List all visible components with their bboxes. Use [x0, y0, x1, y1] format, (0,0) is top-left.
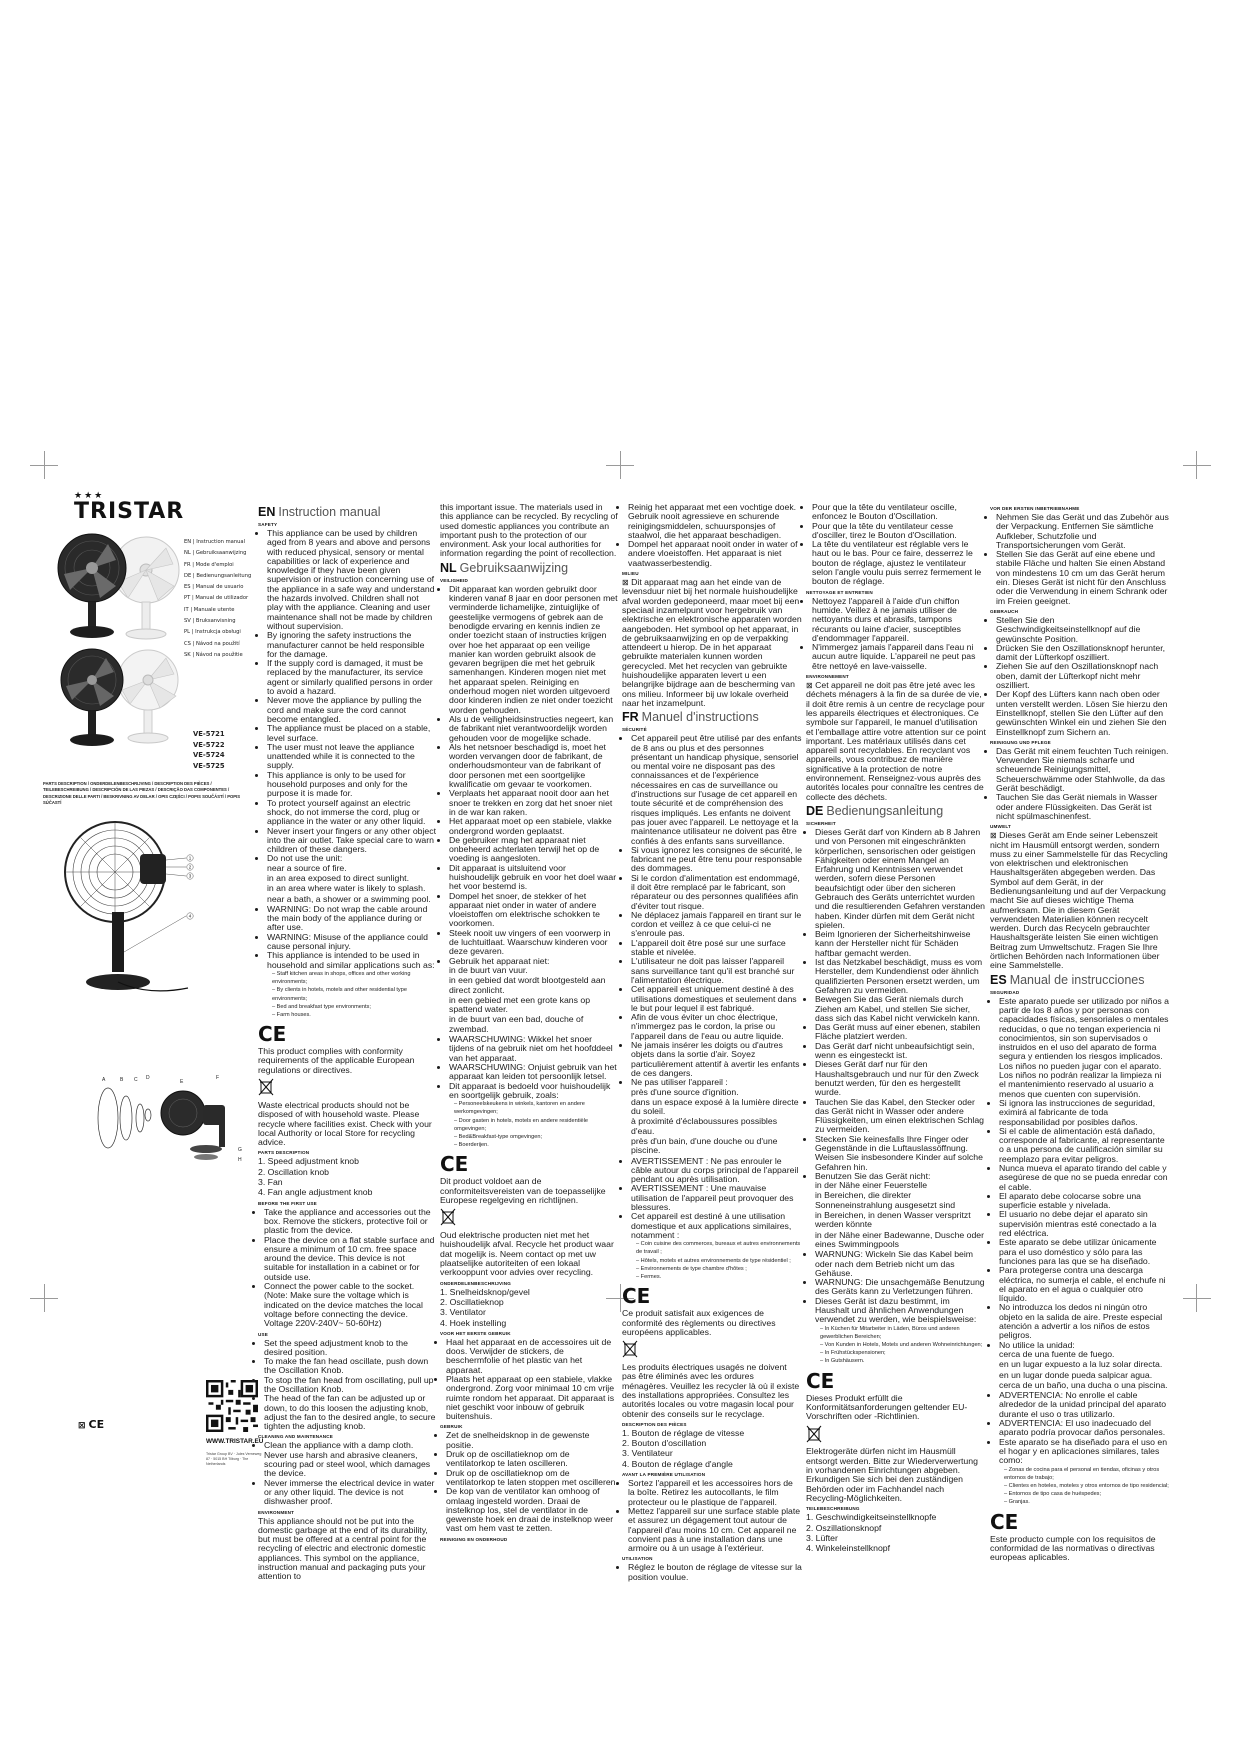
- list-item: – Fermes.: [636, 1274, 662, 1281]
- list-item: • Stecken Sie keinesfalls Ihre Finger oder Gegenstände in die Luftauslassöffnung. Weisen Sie insbesondere Kinder auf solche Gefahren hin.: [815, 1135, 986, 1172]
- list-item: • Ne déplacez jamais l'appareil en tirant sur le cordon et veillez à ce que celui-ci ne s'enroule pas.: [631, 911, 802, 939]
- part-label-f: F: [216, 1075, 220, 1081]
- list-item: • If the supply cord is damaged, it must be replaced by the manufacturer, its service agent or similarly qualified persons in order to avoid a hazard.: [267, 659, 436, 696]
- list-item: • N'immergez jamais l'appareil dans l'eau ni aucun autre liquide. L'appareil ne peut pas être nettoyé en lave-vaisselle.: [812, 643, 986, 671]
- brand-stars: ★★★: [74, 490, 105, 500]
- nl-environment-heading: MILIEU: [622, 571, 639, 577]
- list-item: – Staff kitchen areas in shops, offices and other working environments;: [272, 970, 411, 986]
- list-item: • Sortez l'appareil et les accessoires hors de la boîte. Retirez les autocollants, le film protecteur ou le plastique de l'appareil.: [628, 1479, 802, 1507]
- list-item: 1. Bouton de réglage de vitesse: [622, 1427, 745, 1438]
- white-fan-bottom-image: [118, 650, 178, 743]
- ce-mark: CE: [258, 1022, 287, 1047]
- en-before-heading: BEFORE THE FIRST USE: [258, 1200, 317, 1206]
- list-item: – Zonas de cocina para el personal en tiendas, oficinas y otros entornos de trabajo;: [1004, 1466, 1160, 1481]
- crop-mark-bc-v: [620, 1284, 621, 1312]
- list-item: • This appliance is intended to be used in household and similar applications such as:: [267, 951, 436, 970]
- fr-title: FR Manuel d'instructions: [622, 710, 759, 725]
- list-item: • Este aparato se debe utilizar únicamente para el uso doméstico y sólo para las funciones para las que se ha diseñado.: [999, 1238, 1170, 1266]
- nl-parts-heading: ONDERDELENBESCHRIJVING: [440, 1280, 512, 1286]
- nl-column: [440, 502, 618, 1542]
- list-item: • Dieses Gerät darf von Kindern ab 8 Jahren und von Personen mit eingeschränkten körperlichen, sensorischen oder geistigen Fähigkeiten oder einem Mangel an Erfahrung und Kenntnissen verwendet werden, sofern diese Personen beaufsichtigt oder über den sicheren Gebrauch des Geräts unterrichtet wurden und die resultierenden Gefahren verstanden haben. Kinder dürfen mit dem Gerät nicht spielen.: [815, 828, 986, 930]
- model-number: VE-5722: [193, 740, 225, 749]
- company-address: Tristar Group BV · Jules Verneweg 87 · 5015 BH Tilburg · The Netherlands: [206, 1452, 262, 1466]
- list-item: • Stellen Sie den Geschwindigkeitseinstellknopf auf die gewünschte Position.: [996, 616, 1170, 644]
- model-number: VE-5725: [193, 761, 225, 770]
- ce-mark: CE: [622, 1284, 651, 1309]
- list-item: • Ne jamais insérer les doigts ou d'autres objets dans la sortie d'air. Soyez particulièrement attentif à avertir les enfants de ces dangers.: [631, 1041, 802, 1078]
- list-item: 3. Ventilator: [440, 1307, 486, 1318]
- list-item: – Von Kunden in Hotels, Motels und anderen Wohneinrichtungen;: [820, 1342, 983, 1349]
- language-item: SK | Návod na použitie: [184, 651, 243, 658]
- model-number: VE-5724: [193, 751, 225, 759]
- list-item: • L'utilisateur ne doit pas laisser l'appareil sans surveillance tant qu'il est branché sur l'alimentation électrique.: [631, 957, 802, 985]
- list-item: in der Nähe einer Badewanne, Dusche oder eines Swimmingpools: [815, 1229, 985, 1249]
- callout-1: 1: [188, 855, 192, 861]
- list-item: – By clients in hotels, motels and other residential type environments;: [272, 987, 407, 1002]
- black-fan-bottom-image: [61, 649, 123, 746]
- list-item: in de buurt van vuur.: [449, 964, 528, 975]
- weee-bin-icon: [440, 1208, 456, 1229]
- list-item: • Afin de vous éviter un choc électrique, n'immergez pas le cordon, la prise ou l'appareil dans de l'eau ou autre liquide.: [631, 1013, 802, 1041]
- language-item: DE | Bedienungsanleitung: [184, 572, 252, 579]
- weee-bin-icon: ⊠: [622, 578, 629, 588]
- list-item: • Pour que la tête du ventilateur cesse d'osciller, tirez le Bouton d'Oscillation.: [812, 522, 986, 541]
- language-item: IT | Manuale utente: [184, 606, 235, 613]
- list-item: • El aparato debe colocarse sobre una superficie estable y nivelada.: [999, 1192, 1170, 1211]
- list-item: • To stop the fan head from oscillating, pull up the Oscillation Knob.: [264, 1376, 436, 1395]
- list-item: 2. Oscillation knob: [258, 1166, 329, 1177]
- list-item: • Cet appareil est destiné à une utilisation domestique et aux applications similaires, notamment :: [631, 1212, 802, 1240]
- list-item: • Reinig het apparaat met een vochtige doek. Gebruik nooit agressieve en schurende reinigingsmiddelen, schuursponsjes of staalwol, die het apparaat beschadigen.: [628, 503, 802, 540]
- en-waste-text: Waste electrical products should not be disposed of with household waste. Please recycle where facilities exist. Check with your local Authority or local Store for recycling advice.: [258, 1099, 432, 1148]
- nl-conformity-text: Dit product voldoet aan de conformiteitsvereisten van de toepasselijke Europese regelgeving en richtlijnen.: [440, 1176, 606, 1205]
- list-item: – Hôtels, motels et autres environnements de type résidentiel ;: [636, 1257, 791, 1264]
- language-item: CS | Návod na použití: [184, 640, 240, 647]
- parts-description-multilang: PARTS DESCRIPTION / ONDERDELENBESCHRIJVING / DESCRIPTION DES PIÈCES / TEILEBESCHREIBUNG / DESCRIPCIÓN DE LAS PIEZAS / DESCRIÇÃO DAS COMPONENTES / DESCRIZIONE DELLE PARTI / BESKRIVNING AV DELAR / OPIS CZĘŚCI / POPIS SOUČÁSTÍ / POPIS SÚČASTÍ: [43, 781, 240, 806]
- list-item: in Bereichen, die direkter Sonneneinstrahlung ausgesetzt sind: [815, 1190, 956, 1210]
- list-item: • Drücken Sie den Oszillationsknopf herunter, damit der Lüfterkopf oszilliert.: [996, 644, 1170, 663]
- brand-name: TRISTAR: [74, 499, 185, 524]
- en-parts-heading: PARTS DESCRIPTION: [258, 1150, 310, 1156]
- list-item: • Set the speed adjustment knob to the desired position.: [264, 1339, 436, 1358]
- crop-mark-tl-v: [44, 451, 45, 479]
- de-conformity-text: Dieses Produkt erfüllt die Konformitätsanforderungen geltender EU-Vorschriften oder -Richtlinien.: [806, 1392, 968, 1422]
- fr-use-heading: UTILISATION: [622, 1556, 653, 1562]
- list-item: • Este aparato puede ser utilizado por niños a partir de los 8 años y por personas con capacidades físicas, sensoriales o mentales reducidas, o que no tengan experiencia ni conocimientos, sin son supervisados o instruidos en el uso del aparato de forma segura y entienden los riesgos implicados. Los niños no pueden jugar con el aparato. Los niños no podrán realizar la limpieza ni el mantenimiento reservado al usuario a menos que cuenten con supervisión.: [999, 997, 1170, 1099]
- list-item: – Farm houses.: [272, 1011, 311, 1018]
- list-item: • L'appareil doit être posé sur une surface stable et nivelée.: [631, 939, 802, 958]
- de-safety-heading: SICHERHEIT: [806, 820, 836, 826]
- list-item: • La tête du ventilateur est réglable vers le haut ou le bas. Pour ce faire, desserrez le bouton de réglage, ajustez le ventilateur selon l'angle voulu puis serrez fermement le bouton de réglage.: [812, 540, 986, 586]
- list-item: • Tauchen Sie das Kabel, den Stecker oder das Gerät nicht in Wasser oder andere Flüssigkeiten, um einen elektrischen Schlag zu vermeiden.: [815, 1098, 986, 1135]
- list-item: • To protect yourself against an electric shock, do not immerse the cord, plug or appliance in the water or any other liquid.: [267, 799, 436, 827]
- list-item: • Druk op de oscillatieknop om de ventilatorkop te laten stoppen met oscilleren.: [446, 1469, 618, 1488]
- list-item: • WARNING: Do not wrap the cable around the main body of the appliance during or after use.: [267, 905, 436, 933]
- language-item: PL | Instrukcja obsługi: [184, 629, 241, 636]
- de-parts-heading: TEILEBESCHREIBUNG: [806, 1506, 860, 1512]
- list-item: 4. Fan angle adjustment knob: [258, 1187, 373, 1198]
- model-number: VE-5721: [193, 730, 225, 738]
- list-item: – Bed&Breakfast-type omgevingen;: [454, 1133, 542, 1140]
- de-environment-heading: UMWELT: [990, 824, 1012, 830]
- list-item: • Clean the appliance with a damp cloth. Never use harsh and abrasive cleaners, scouring pad or steel wool, which damages the device.: [264, 1441, 436, 1478]
- fr-conformity-text: Ce produit satisfait aux exigences de conformité des règlements ou directives européens applicables.: [622, 1308, 776, 1337]
- weee-bin-icon: [258, 1078, 274, 1099]
- list-item: in an area exposed to direct sunlight.: [267, 872, 409, 883]
- list-item: en un lugar donde pueda salpicar agua.: [999, 1369, 1153, 1380]
- fan-parts-diagram: [50, 812, 210, 1007]
- list-item: 3. Ventilateur: [622, 1448, 673, 1459]
- list-item: • Steek nooit uw vingers of een voorwerp in de luchtuitlaat. Waarschuw kinderen voor deze gevaren.: [449, 929, 618, 957]
- list-item: 1. Snelheidsknop/gevel: [440, 1286, 530, 1297]
- list-item: in an area where water is likely to splash.: [267, 883, 426, 894]
- en-environment-heading: ENVIRONMENT: [258, 1509, 295, 1515]
- list-item: • Cet appareil peut être utilisé par des enfants de 8 ans ou plus et des personnes présentant un handicap physique, sensoriel ou mental voire ne disposant pas des connaissances et de l'expérience nécessaires en cas de surveillance ou d'instructions sur l'usage de cet appareil en toute sécurité et de compréhension des risques impliqués. Les enfants ne doivent pas jouer avec l'appareil. Le nettoyage et la maintenance utilisateur ne doivent pas être confiés à des enfants sans surveillance.: [631, 734, 802, 846]
- list-item: near a bath, a shower or a swimming pool.: [267, 893, 431, 904]
- list-item: dans un espace exposé à la lumière directe du soleil.: [631, 1096, 799, 1117]
- weee-bin-icon: ⊠: [78, 1421, 86, 1431]
- list-item: • The appliance must be placed on a stable, level surface.: [267, 724, 436, 743]
- en-cleaning-heading: CLEANING AND MAINTENANCE: [258, 1434, 334, 1440]
- nl-cleaning-heading: REINIGING EN ONDERHOUD: [440, 1536, 508, 1542]
- list-item: 3. Lüfter: [806, 1532, 838, 1543]
- list-item: in een gebied met een grote kans op spattend water.: [449, 994, 591, 1015]
- crop-mark-bl-v: [44, 1284, 45, 1312]
- website-link[interactable]: WWW.TRISTAR.EU: [206, 1438, 264, 1445]
- list-item: • ADVERTENCIA: No enrolle el cable alrededor de la unidad principal del aparato durante el uso o tras utilizarlo.: [999, 1391, 1170, 1419]
- list-item: • De gebruiker mag het apparaat niet onbeheerd achterlaten terwijl het op de voeding is aangesloten.: [449, 836, 618, 864]
- fr-safety-heading: SÉCURITÉ: [622, 727, 647, 733]
- list-item: in der Nähe einer Feuerstelle: [815, 1180, 928, 1191]
- ce-mark: CE: [440, 1152, 469, 1177]
- list-item: • Het apparaat moet op een stabiele, vlakke ondergrond worden geplaatst.: [449, 817, 618, 836]
- list-item: • Para protegerse contra una descarga eléctrica, no sumerja el cable, el enchufe ni el aparato en el agua o cualquier otro líquido.: [999, 1266, 1170, 1303]
- list-item: – Coin cuisine des commerces, bureaux et autres environnements de travail ;: [636, 1241, 801, 1256]
- nl-use-heading: GEBRUIK: [440, 1424, 463, 1430]
- en-safety-heading: SAFETY: [258, 522, 278, 527]
- list-item: • WARNUNG: Die unsachgemäße Benutzung des Geräts kann zu Verletzungen führen.: [815, 1278, 986, 1297]
- list-item: 2. Oszillationsknopf: [806, 1522, 882, 1533]
- list-item: • Haal het apparaat en de accessoires uit de doos. Verwijder de stickers, de beschermfolie of het plastic van het apparaat.: [446, 1338, 618, 1375]
- list-item: • De kop van de ventilator kan omhoog of omlaag ingesteld worden. Draai de instelknop los, stel de ventilator in de gewenste hoek en draai de instelknop weer vast om hem vast te zetten.: [446, 1487, 618, 1533]
- language-item: NL | Gebruiksaanwijzing: [184, 550, 247, 557]
- list-item: • Benutzen Sie das Gerät nicht:: [815, 1172, 986, 1181]
- list-item: • Nunca mueva el aparato tirando del cable y asegúrese de que no se pueda enredar con el cable.: [999, 1164, 1170, 1192]
- list-item: • Als het netsnoer beschadigd is, moet het worden vervangen door de fabrikant, de onderhoudsmonteur van de fabrikant of door personen met een soortgelijke kwalificatie om gevaar te voorkomen.: [449, 743, 618, 789]
- list-item: • Ne pas utiliser l'appareil :: [631, 1078, 802, 1087]
- list-item: – In Küchen für Mitarbeiter in Läden, Büros und anderen gewerblichen Bereichen;: [820, 1325, 960, 1340]
- list-item: • Never insert your fingers or any other object into the air outlet. Take special care to warn children of these dangers.: [267, 827, 436, 855]
- de-cleaning-heading: REINIGUNG UND PFLEGE: [990, 739, 1051, 745]
- list-item: • The head of the fan can be adjusted up or down, to do this loosen the adjusting knob, adjust the fan to the desired angle, to secure tighten the adjusting knob.: [264, 1394, 436, 1431]
- crop-mark-br-v: [1196, 1284, 1197, 1312]
- list-item: • Das Gerät mit einem feuchten Tuch reinigen. Verwenden Sie niemals scharfe und scheuernde Reinigungsmittel, Scheuerschwämme oder Stahlwolle, da das Gerät beschädigt.: [996, 747, 1170, 793]
- list-item: – Boerderijen.: [454, 1142, 489, 1149]
- language-item: EN | Instruction manual: [184, 539, 246, 545]
- list-item: – Door gasten in hotels, motels en andere residentiële omgevingen;: [454, 1117, 589, 1132]
- list-item: 2. Bouton d'oscillation: [622, 1438, 707, 1449]
- en-environment-text: This appliance should not be put into the domestic garbage at the end of its durability, but must be offered at a central point for the recycling of electric and electronic domestic appliances. This symbol on the appliance, instruction manual and packaging puts your attention to: [258, 1515, 428, 1582]
- list-item: • Place the device on a flat stable surface and ensure a minimum of 10 cm. free space around the device. This device is not suitable for installation in a cabinet or for outside use.: [264, 1236, 436, 1282]
- en-column: [258, 503, 437, 1582]
- language-item: PT | Manual de utilizador: [184, 595, 249, 602]
- list-item: • WAARSCHUWING: Onjuist gebruik van het apparaat kan leiden tot persoonlijk letsel.: [449, 1063, 618, 1082]
- list-item: • Ziehen Sie auf den Oszillationsknopf nach oben, damit der Lüfterkopf nicht mehr oszilliert.: [996, 662, 1170, 690]
- part-label-d: D: [146, 1075, 150, 1081]
- list-item: • To make the fan head oscillate, push down the Oscillation Knob.: [264, 1357, 436, 1376]
- weee-bin-icon: [622, 1340, 638, 1361]
- list-item: 2. Oscillatieknop: [440, 1296, 504, 1307]
- part-label-h: H: [238, 1157, 242, 1163]
- list-item: • Si vous ignorez les consignes de sécurité, le fabricant ne peut être tenu pour responsable des dommages.: [631, 846, 802, 874]
- de-first-use-heading: VOR DER ERSTEN INBETRIEBNAHME: [990, 506, 1080, 511]
- list-item: – Clientes en hoteles, moteles y otros entornos de tipo residencial;: [1004, 1482, 1169, 1489]
- weee-bin-icon: ⊠: [806, 681, 813, 691]
- list-item: • Never immerse the electrical device in water or any other liquid. The device is not dishwasher proof.: [264, 1479, 436, 1507]
- list-item: 3. Fan: [258, 1177, 283, 1188]
- fr-waste-text: Les produits électriques usagés ne doivent pas être éliminés avec les ordures ménagères. Veuillez les recycler là où il existe des installations appropriées. Consultez les autorités locales ou votre magasin local pour obtenir des conseils sur le recyclage.: [622, 1362, 800, 1419]
- list-item: • Do not use the unit:: [267, 854, 436, 863]
- fr-environment-text: ⊠ Cet appareil ne doit pas être jeté avec les déchets ménagers à la fin de sa durée de vie, il doit être remis à un centre de recyclage pour les appareils électriques et électroniques. Ce symbole sur l'appareil, le manuel d'utilisation et l'emballage attire votre attention sur ce point important. Les matériaux utilisés dans cet appareil sont recyclables. En recyclant vos appareils, vous contribuez de manière significative à la protection de notre environnement. Renseignez-vous auprès des autorités locales pour connaître les centres de collecte des déchets.: [806, 680, 986, 802]
- list-item: • Gebruik het apparaat niet:: [449, 957, 618, 966]
- language-item: ES | Manual de usuario: [184, 584, 244, 591]
- fan-product-images: [48, 530, 188, 755]
- list-item: • Ist das Netzkabel beschädigt, muss es vom Hersteller, dem Kundendienst oder ähnlich qualifizierten Personen ersetzt werden, um Gefahren zu vermeiden.: [815, 958, 986, 995]
- list-item: – Granjas.: [1004, 1499, 1030, 1506]
- list-item: 4. Hoek instelling: [440, 1317, 507, 1328]
- list-item: • Dieses Gerät ist dazu bestimmt, im Haushalt und ähnlichen Anwendungen verwendet zu werden, wie beispielsweise:: [815, 1297, 986, 1325]
- list-item: • Dompel het apparaat nooit onder in water of andere vloeistoffen. Het apparaat is niet vaatwasserbestendig.: [628, 540, 802, 568]
- list-item: en un lugar expuesto a la luz solar directa.: [999, 1359, 1163, 1370]
- list-item: • El usuario no debe dejar el aparato sin supervisión mientras esté conectado a la red eléctrica.: [999, 1210, 1170, 1238]
- list-item: • Si ignora las instrucciones de seguridad, eximirá al fabricante de toda responsabilidad por posibles daños.: [999, 1099, 1170, 1127]
- list-item: – Personeelskeukens in winkels, kantoren en andere werkomgevingen;: [454, 1101, 585, 1116]
- fan-exploded-diagram: [88, 1073, 253, 1163]
- model-list: [193, 729, 225, 771]
- list-item: • WARNUNG: Wickeln Sie das Kabel beim oder nach dem Betrieb nicht um das Gehäuse.: [815, 1250, 986, 1278]
- list-item: à proximité d'éclaboussures possibles d'eau.: [631, 1116, 778, 1136]
- list-item: • Dit apparaat is uitsluitend voor huishoudelijk gebruik en voor het doel waar het voor bestemd is.: [449, 864, 618, 892]
- list-item: • Mettez l'appareil sur une surface stable plate et assurez un dégagement tout autour de l'appareil d'au moins 10 cm. Cet appareil ne convient pas à une installation dans une armoire ou à un usage à l'extérieur.: [628, 1507, 802, 1553]
- list-item: • Stellen Sie das Gerät auf eine ebene und stabile Fläche und halten Sie einen Abstand von mindestens 10 cm um das Gerät herum ein. Dieses Gerät ist nicht für den Anschluss oder die Verwendung in einem Schrank oder im Freien geeignet.: [996, 550, 1170, 606]
- list-item: • Cet appareil est uniquement destiné à des utilisations domestiques et seulement dans le but pour lequel il est fabriqué.: [631, 985, 802, 1013]
- list-item: • This appliance is only to be used for household purposes and only for the purpose it is made for.: [267, 771, 436, 799]
- list-item: – In Gutshäusern.: [820, 1358, 865, 1365]
- fr-column: [622, 502, 802, 1582]
- list-item: • Das Gerät darf nicht unbeaufsichtigt sein, wenn es eingesteckt ist.: [815, 1042, 986, 1061]
- en-safety-list: [258, 529, 436, 864]
- list-item: • Réglez le bouton de réglage de vitesse sur la position voulue.: [628, 1563, 802, 1582]
- list-item: cerca de un baño, una ducha o una piscina.: [999, 1379, 1168, 1390]
- list-item: près d'une source d'ignition.: [631, 1086, 739, 1097]
- part-label-e: E: [180, 1079, 184, 1085]
- footer-marks: [78, 1418, 104, 1431]
- list-item: • WAARSCHUWING: Wikkel het snoer tijdens of na gebruik niet om het hoofddeel van het apparaat.: [449, 1035, 618, 1063]
- list-item: • Connect the power cable to the socket. (Note: Make sure the voltage which is indicated on the device matches the local voltage before connecting the device. Voltage 220V-240V~ 50-60Hz): [264, 1282, 436, 1328]
- list-item: • No utilice la unidad:: [999, 1341, 1170, 1350]
- list-item: • Tauchen Sie das Gerät niemals in Wasser oder andere Flüssigkeiten. Das Gerät ist nicht spülmaschinenfest.: [996, 793, 1170, 821]
- fr-cleaning-heading: NETTOYAGE ET ENTRETIEN: [806, 589, 873, 595]
- crop-mark-tr-v: [1196, 451, 1197, 479]
- de-column: [806, 502, 986, 1554]
- es-safety-heading: SEGURIDAD: [990, 989, 1020, 995]
- language-list: [184, 537, 251, 661]
- callout-2: 2: [188, 864, 192, 870]
- list-item: • By ignoring the safety instructions the manufacturer cannot be held responsible for the damage.: [267, 631, 436, 659]
- language-item: FR | Mode d'emploi: [184, 561, 234, 568]
- list-item: • Der Kopf des Lüfters kann nach oben oder unten verstellt werden. Lösen Sie hierzu den Einstellknopf, stellen Sie den Lüfter auf den gewünschten Winkel ein und ziehen Sie den Einstellknopf zum Sichern an.: [996, 690, 1170, 736]
- callout-3: 3: [188, 873, 192, 879]
- list-item: • Si le cordon d'alimentation est endommagé, il doit être remplacé par le fabricant, son réparateur ou des personnes qualifiées afin d'éviter tout risque.: [631, 874, 802, 911]
- list-item: • Dieses Gerät darf nur für den Haushaltsgebrauch und nur für den Zweck benutzt werden, für den es hergestellt wurde.: [815, 1060, 986, 1097]
- list-item: • AVERTISSEMENT : Une mauvaise utilisation de l'appareil peut provoquer des blessures.: [631, 1184, 802, 1212]
- part-label-c: C: [134, 1077, 138, 1083]
- es-title: ES Manual de instrucciones: [990, 972, 1145, 987]
- nl-waste-text: Oud elektrische producten niet met het huishoudelijk afval. Recycle het product waar dat mogelijk is. Neem contact op met uw plaatselijke autoriteiten of een lokaal verkooppunt voor advies over recycling.: [440, 1230, 614, 1278]
- de-waste-text: Elektrogeräte dürfen nicht im Hausmüll entsorgt werden. Bitte zur Wiederverwertung in vorhandenen Einrichtungen abgeben. Erkundigen Sie sich bei den zuständigen Behörden oder im Fachhandel nach Recycling-Möglichkeiten.: [806, 1446, 978, 1503]
- list-item: – In Frühstückspensionen;: [820, 1350, 886, 1357]
- list-item: • Das Gerät muss auf einer ebenen, stabilen Fläche platziert werden.: [815, 1023, 986, 1042]
- fr-parts-heading: DESCRIPTION DES PIÈCES: [622, 1421, 687, 1427]
- black-fan-top-image: [58, 534, 126, 638]
- list-item: • Zet de snelheidsknop in de gewenste positie.: [446, 1431, 618, 1450]
- list-item: – Environnements de type chambre d'hôtes ;: [636, 1265, 747, 1272]
- list-item: • Never move the appliance by pulling the cord and make sure the cord cannot become entangled.: [267, 696, 436, 724]
- fr-first-use-heading: AVANT LA PREMIÈRE UTILISATION: [622, 1472, 706, 1478]
- en-conformity-text: This product complies with conformity requirements of the applicable European regulations or directives.: [258, 1046, 415, 1075]
- es-conformity-text: Este producto cumple con los requisitos de conformidad de las normativas o directivas europeas aplicables.: [990, 1533, 1156, 1563]
- list-item: • Als u de veiligheidsinstructies negeert, kan de fabrikant niet verantwoordelijk worden gehouden voor de mogelijke schade.: [449, 715, 618, 743]
- qr-code: [206, 1380, 258, 1432]
- list-item: • Bewegen Sie das Gerät niemals durch Ziehen am Kabel, und stellen Sie sicher, dass sich das Kabel nicht verwickeln kann.: [815, 995, 986, 1023]
- list-item: • Si el cable de alimentación está dañado, corresponde al fabricante, al representante o a una persona de cualificación similar su reemplazo para evitar peligros.: [999, 1127, 1170, 1164]
- list-item: near a source of fire.: [267, 862, 347, 873]
- list-item: • The user must not leave the appliance unattended while it is connected to the supply.: [267, 743, 436, 771]
- list-item: • Verplaats het apparaat nooit door aan het snoer te trekken en zorg dat het snoer niet in de war kan raken.: [449, 789, 618, 817]
- list-item: • Druk op de oscillatieknop om de ventilatorkop te laten oscilleren.: [446, 1450, 618, 1469]
- list-item: – Bed and breakfast type environments;: [272, 1003, 371, 1010]
- crop-mark-tr-h: [1183, 465, 1211, 466]
- list-item: – Entornos de tipo casa de huéspedes;: [1004, 1491, 1102, 1498]
- list-item: • Dit apparaat is bedoeld voor huishoudelijk en soortgelijk gebruik, zoals:: [449, 1082, 618, 1101]
- en-use-heading: USE: [258, 1331, 269, 1337]
- list-item: • Este aparato se ha diseñado para el uso en el hogar y en aplicaciones similares, tales como:: [999, 1438, 1170, 1466]
- nl-first-use-heading: VOOR HET EERSTE GEBRUIK: [440, 1330, 511, 1336]
- list-item: in Bereichen, in denen Wasser verspritzt werden könnte: [815, 1210, 971, 1230]
- fr-environment-heading: ENVIRONNEMENT: [806, 674, 849, 680]
- ce-mark: CE: [990, 1509, 1019, 1534]
- list-item: 4. Bouton de réglage d'angle: [622, 1458, 733, 1469]
- en-environment-continued: this important issue. The materials used in this appliance can be recycled. By recycling of used domestic appliances you contribute an important push to the protection of our environment. Ask your local authorities for information regarding the point of recollection.: [440, 502, 618, 559]
- list-item: • Dit apparaat kan worden gebruikt door kinderen vanaf 8 jaar en door personen met verminderde lichamelijke, zintuiglijke of geestelijke vermogens of gebrek aan de benodigde ervaring en kennis indien ze onder toezicht staan of instructies krijgen over hoe het apparaat op een veilige manier kan worden gebruikt alsook de gevaren begrijpen die met het gebruik samenhangen. Kinderen mogen niet met het apparaat spelen. Reiniging en onderhoud mogen niet worden uitgevoerd door kinderen indien ze niet onder toezicht worden gehouden.: [449, 585, 618, 715]
- list-item: • Take the appliance and accessories out the box. Remove the stickers, protective foil or plastic from the device.: [264, 1208, 436, 1236]
- list-item: in een gebied dat wordt blootgesteld aan direct zonlicht.: [449, 975, 606, 995]
- list-item: • Plaats het apparaat op een stabiele, vlakke ondergrond. Zorg voor minimaal 10 cm vrije ruimte rondom het apparaat. Dit apparaat is niet geschikt voor inbouw of gebruik buitenshuis.: [446, 1375, 618, 1421]
- crop-mark-br-h: [1183, 1298, 1211, 1299]
- list-item: • Dompel het snoer, de stekker of het apparaat niet onder in water of andere vloeistoffen om elektrische schokken te voorkomen.: [449, 892, 618, 929]
- list-item: • AVERTISSEMENT : Ne pas enrouler le câble autour du corps principal de l'appareil pendant ou après utilisation.: [631, 1157, 802, 1185]
- nl-environment-text: ⊠ Dit apparaat mag aan het einde van de levensduur niet bij het normale huishoudelijke afval worden gedeponeerd, maar moet bij een speciaal inzamelpunt voor hergebruik van elektrische en elektronische apparaten worden aangeboden. Het symbool op het apparaat, in de gebruiksaanwijzing en op de verpakking attendeert u hierop. De in het apparaat gebruikte materialen kunnen worden gerecycled. Met het recyclen van gebruikte huishoudelijke apparaten levert u een belangrijke bijdrage aan de bescherming van ons milieu. Informeer bij uw lokale overheid naar het inzamelpunt.: [622, 577, 802, 708]
- list-item: 1. Speed adjustment knob: [258, 1156, 359, 1167]
- part-label-b: B: [120, 1077, 124, 1083]
- nl-title: NL Gebruiksaanwijzing: [440, 560, 569, 575]
- weee-bin-icon: [806, 1425, 822, 1446]
- es-column: [990, 503, 1170, 1563]
- list-item: • WARNING: Misuse of the appliance could cause personal injury.: [267, 933, 436, 952]
- list-item: 1. Geschwindigkeitseinstellknopfe: [806, 1512, 937, 1523]
- de-use-heading: GEBRAUCH: [990, 608, 1019, 614]
- list-item: • Nettoyez l'appareil à l'aide d'un chiffon humide. Veillez à ne jamais utiliser de nettoyants durs et abrasifs, tampons récurants ou laine d'acier, susceptibles d'endommager l'appareil.: [812, 597, 986, 643]
- brand-logo: [74, 491, 184, 524]
- list-item: • Beim Ignorieren der Sicherheitshinweise kann der Hersteller nicht für Schäden haftbar gemacht werden.: [815, 930, 986, 958]
- en-title: EN Instruction manual: [258, 505, 381, 519]
- part-label-g: G: [238, 1147, 242, 1153]
- list-item: • No introduzca los dedos ni ningún otro objeto en la salida de aire. Preste especial atención a advertir a los niños de estos peligros.: [999, 1303, 1170, 1340]
- list-item: près d'un bain, d'une douche ou d'une piscine.: [631, 1136, 778, 1156]
- list-item: cerca de una fuente de fuego.: [999, 1348, 1115, 1359]
- list-item: • This appliance can be used by children aged from 8 years and above and persons with reduced physical, sensory or mental capabilities or lack of experience and knowledge if they have been given supervision or instruction concerning use of the appliance in a safe way and understand the hazards involved. Children shall not play with the appliance. Cleaning and user maintenance shall not be made by children without supervision.: [267, 529, 436, 631]
- ce-mark: CE: [806, 1368, 835, 1393]
- crop-mark-tc-v: [620, 451, 621, 479]
- language-item: SV | Bruksanvisning: [184, 618, 236, 625]
- callout-4: 4: [188, 913, 192, 919]
- list-item: in de buurt van een bad, douche of zwembad.: [449, 1014, 584, 1034]
- weee-bin-icon: ⊠: [990, 831, 997, 841]
- ce-mark-footer: CE: [88, 1418, 105, 1431]
- nl-safety-heading: VEILIGHEID: [440, 577, 469, 583]
- part-label-a: A: [102, 1077, 106, 1083]
- list-item: • ADVERTENCIA: El uso inadecuado del aparato podría provocar daños personales.: [999, 1419, 1170, 1438]
- white-fan-top-image: [113, 537, 179, 639]
- list-item: • Nehmen Sie das Gerät und das Zubehör aus der Verpackung. Entfernen Sie sämtliche Aufkleber, Schutzfolie und Transportsicherungen vom Gerät.: [996, 513, 1170, 550]
- list-item: 4. Winkeleinstellknopf: [806, 1543, 891, 1554]
- list-item: • Pour que la tête du ventilateur oscille, enfoncez le Bouton d'Oscillation.: [812, 503, 986, 522]
- de-title: DE Bedienungsanleitung: [806, 803, 944, 818]
- de-environment-text: ⊠ Dieses Gerät am Ende seiner Lebenszeit nicht im Hausmüll entsorgt werden, sondern muss zu einer Sammelstelle für das Recycling von elektrischen und elektronischen Haushaltsgeräten abgegeben werden. Das Symbol auf dem Gerät, in der Bedienungsanleitung und auf der Verpackung macht Sie auf dieses wichtige Thema aufmerksam. Die in diesem Gerät verwendeten Materialien können recycelt werden. Durch das Recyceln gebrauchter Haushaltsgeräte leisten Sie einen wichtigen Beitrag zum Umweltschutz. Fragen Sie Ihre örtlichen Behörden nach Informationen über eine Sammelstelle.: [990, 830, 1168, 971]
